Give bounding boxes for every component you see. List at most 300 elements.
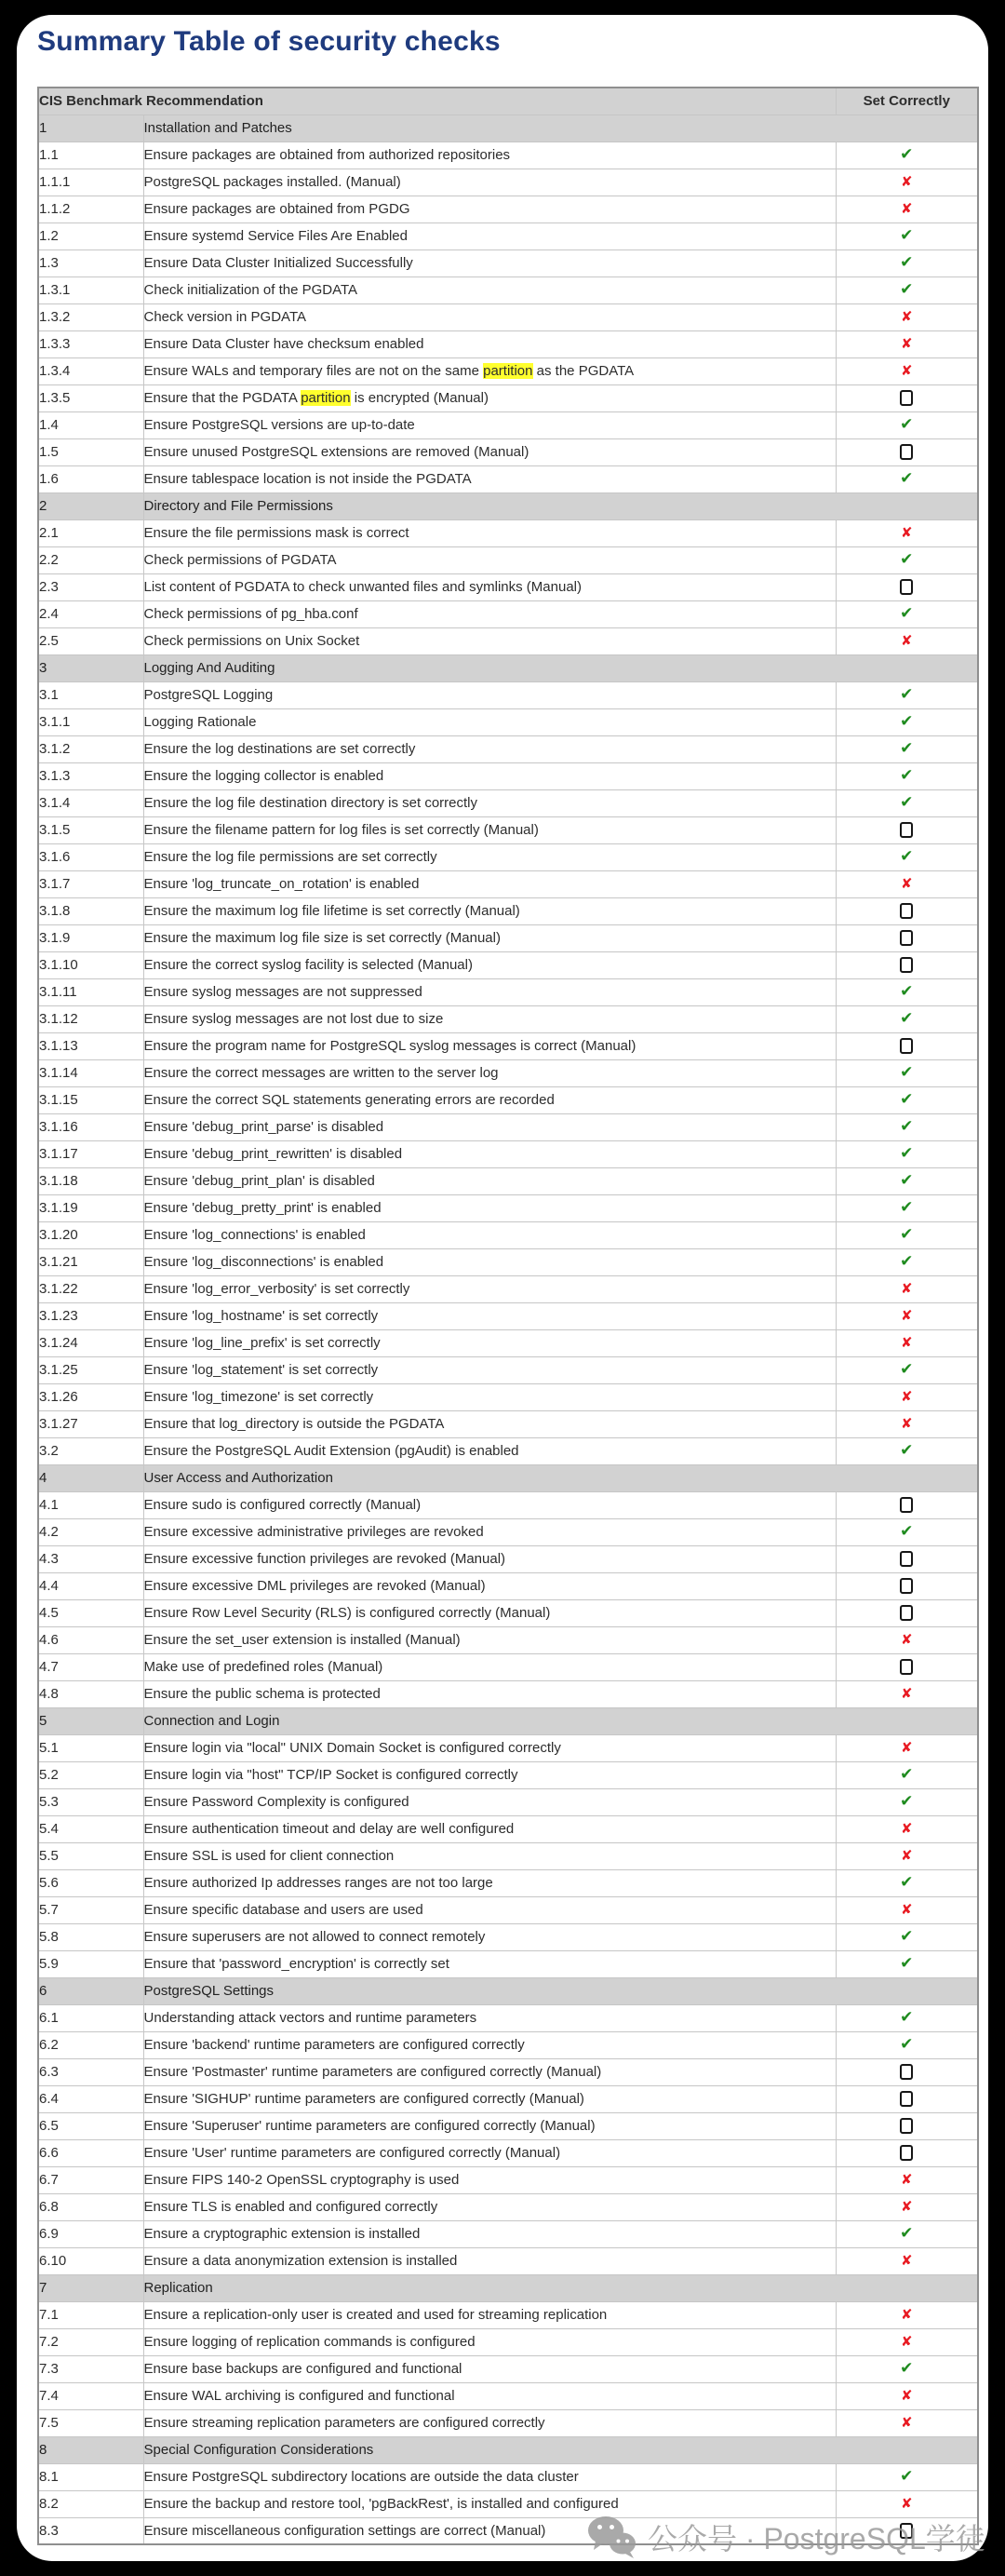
check-number: 5.8 bbox=[38, 1923, 143, 1950]
check-row bbox=[38, 1896, 978, 1923]
status-cell bbox=[836, 2301, 978, 2328]
check-number: 3.1 bbox=[38, 681, 143, 708]
check-number: 7.3 bbox=[38, 2355, 143, 2382]
status-cell bbox=[836, 735, 978, 762]
check-row bbox=[38, 303, 978, 330]
status-cell bbox=[836, 546, 978, 573]
check-number: 6.6 bbox=[38, 2139, 143, 2166]
pass-check-icon: ✔ bbox=[900, 2035, 914, 2054]
check-number: 6.4 bbox=[38, 2085, 143, 2112]
check-row bbox=[38, 250, 978, 276]
check-row bbox=[38, 978, 978, 1005]
fail-cross-icon: ✘ bbox=[900, 2387, 913, 2404]
pass-check-icon: ✔ bbox=[900, 1360, 914, 1379]
pass-check-icon: ✔ bbox=[900, 2008, 914, 2027]
check-description: Ensure the logging collector is enabled bbox=[143, 762, 836, 789]
status-cell bbox=[836, 2382, 978, 2409]
pass-check-icon: ✔ bbox=[900, 253, 914, 272]
check-description: Check permissions of pg_hba.conf bbox=[143, 600, 836, 627]
manual-checkbox-icon bbox=[900, 1497, 913, 1513]
check-row bbox=[38, 1572, 978, 1599]
check-row bbox=[38, 1140, 978, 1167]
status-cell bbox=[836, 897, 978, 924]
check-row bbox=[38, 2382, 978, 2409]
check-description: Check permissions of PGDATA bbox=[143, 546, 836, 573]
check-number: 1.1 bbox=[38, 142, 143, 169]
pass-check-icon: ✔ bbox=[900, 550, 914, 569]
check-row bbox=[38, 2112, 978, 2139]
check-description: Connection and Login bbox=[143, 1707, 978, 1734]
status-cell bbox=[836, 465, 978, 492]
check-description: Ensure tablespace location is not inside the PGDATA bbox=[143, 465, 836, 492]
manual-checkbox-icon bbox=[900, 444, 913, 460]
status-cell bbox=[836, 1194, 978, 1221]
check-number: 1.3.4 bbox=[38, 357, 143, 384]
check-description: Ensure packages are obtained from authorized repositories bbox=[143, 142, 836, 169]
status-cell bbox=[836, 1410, 978, 1437]
pass-check-icon: ✔ bbox=[900, 793, 914, 812]
fail-cross-icon: ✘ bbox=[900, 1280, 913, 1297]
pass-check-icon: ✔ bbox=[900, 766, 914, 785]
check-row bbox=[38, 708, 978, 735]
check-description: Ensure 'Postmaster' runtime parameters are configured correctly (Manual) bbox=[143, 2058, 836, 2085]
check-description: Ensure the log file permissions are set correctly bbox=[143, 843, 836, 870]
check-number: 1.5 bbox=[38, 438, 143, 465]
check-description: Ensure the maximum log file size is set correctly (Manual) bbox=[143, 924, 836, 951]
check-number: 8.3 bbox=[38, 2517, 143, 2544]
status-cell bbox=[836, 1815, 978, 1842]
check-number: 1.1.1 bbox=[38, 169, 143, 196]
check-row bbox=[38, 1221, 978, 1248]
check-row bbox=[38, 951, 978, 978]
pass-check-icon: ✔ bbox=[900, 1873, 914, 1892]
check-row bbox=[38, 1923, 978, 1950]
fail-cross-icon: ✘ bbox=[900, 173, 913, 190]
check-row bbox=[38, 1842, 978, 1869]
check-number: 5.7 bbox=[38, 1896, 143, 1923]
check-description: Ensure base backups are configured and functional bbox=[143, 2355, 836, 2382]
check-row bbox=[38, 1653, 978, 1680]
check-description: Ensure miscellaneous configuration settings are correct (Manual) bbox=[143, 2517, 836, 2544]
check-description: Ensure a cryptographic extension is installed bbox=[143, 2220, 836, 2247]
status-cell bbox=[836, 223, 978, 250]
pass-check-icon: ✔ bbox=[900, 2224, 914, 2243]
pass-check-icon: ✔ bbox=[900, 1522, 914, 1541]
check-row bbox=[38, 2058, 978, 2085]
check-row bbox=[38, 1950, 978, 1977]
check-number: 3.1.14 bbox=[38, 1059, 143, 1086]
section-row bbox=[38, 654, 978, 681]
check-row bbox=[38, 1410, 978, 1437]
section-row bbox=[38, 1464, 978, 1491]
pass-check-icon: ✔ bbox=[900, 847, 914, 866]
table-header-row bbox=[38, 88, 978, 115]
manual-checkbox-icon bbox=[900, 903, 913, 919]
pass-check-icon: ✔ bbox=[900, 1927, 914, 1946]
status-cell bbox=[836, 1383, 978, 1410]
check-row bbox=[38, 1383, 978, 1410]
check-description: Ensure 'debug_print_rewritten' is disabled bbox=[143, 1140, 836, 1167]
check-number: 6.8 bbox=[38, 2193, 143, 2220]
check-row bbox=[38, 196, 978, 223]
check-number: 5.3 bbox=[38, 1788, 143, 1815]
status-cell bbox=[836, 1302, 978, 1329]
status-cell bbox=[836, 1842, 978, 1869]
check-row bbox=[38, 2463, 978, 2490]
check-description: Check version in PGDATA bbox=[143, 303, 836, 330]
check-number: 1.3.1 bbox=[38, 276, 143, 303]
check-description: Directory and File Permissions bbox=[143, 492, 978, 519]
fail-cross-icon: ✘ bbox=[900, 1631, 913, 1648]
check-row bbox=[38, 2220, 978, 2247]
status-cell bbox=[836, 573, 978, 600]
fail-cross-icon: ✘ bbox=[900, 1388, 913, 1405]
check-number: 6.5 bbox=[38, 2112, 143, 2139]
check-number: 3.1.25 bbox=[38, 1356, 143, 1383]
status-cell bbox=[836, 1113, 978, 1140]
check-description: Ensure 'debug_print_parse' is disabled bbox=[143, 1113, 836, 1140]
check-row bbox=[38, 1086, 978, 1113]
check-row bbox=[38, 1113, 978, 1140]
check-number: 7.2 bbox=[38, 2328, 143, 2355]
check-number: 4.4 bbox=[38, 1572, 143, 1599]
fail-cross-icon: ✘ bbox=[900, 200, 913, 217]
check-description: Ensure sudo is configured correctly (Manual) bbox=[143, 1491, 836, 1518]
check-description: Ensure Password Complexity is configured bbox=[143, 1788, 836, 1815]
status-cell bbox=[836, 2112, 978, 2139]
check-row bbox=[38, 735, 978, 762]
pass-check-icon: ✔ bbox=[900, 1090, 914, 1109]
check-number: 4.7 bbox=[38, 1653, 143, 1680]
status-cell bbox=[836, 1329, 978, 1356]
manual-checkbox-icon bbox=[900, 1578, 913, 1594]
check-row bbox=[38, 1059, 978, 1086]
manual-checkbox-icon bbox=[900, 2064, 913, 2080]
check-description: Ensure unused PostgreSQL extensions are removed (Manual) bbox=[143, 438, 836, 465]
check-row bbox=[38, 2139, 978, 2166]
check-row bbox=[38, 1815, 978, 1842]
check-description: Ensure the public schema is protected bbox=[143, 1680, 836, 1707]
fail-cross-icon: ✘ bbox=[900, 1739, 913, 1756]
status-cell bbox=[836, 519, 978, 546]
check-row bbox=[38, 169, 978, 196]
check-number: 3.1.1 bbox=[38, 708, 143, 735]
check-row bbox=[38, 1761, 978, 1788]
pass-check-icon: ✔ bbox=[900, 1117, 914, 1136]
status-cell bbox=[836, 870, 978, 897]
check-row bbox=[38, 1734, 978, 1761]
check-number: 5 bbox=[38, 1707, 143, 1734]
check-description: Ensure 'log_truncate_on_rotation' is enabled bbox=[143, 870, 836, 897]
section-row bbox=[38, 115, 978, 142]
check-number: 3.1.17 bbox=[38, 1140, 143, 1167]
fail-cross-icon: ✘ bbox=[900, 1820, 913, 1837]
status-cell bbox=[836, 924, 978, 951]
check-number: 7.4 bbox=[38, 2382, 143, 2409]
check-description: Check permissions on Unix Socket bbox=[143, 627, 836, 654]
check-row bbox=[38, 1599, 978, 1626]
pass-check-icon: ✔ bbox=[900, 1171, 914, 1190]
security-checks-table bbox=[37, 87, 979, 2545]
pass-check-icon: ✔ bbox=[900, 1954, 914, 1973]
status-cell bbox=[836, 1518, 978, 1545]
check-description bbox=[143, 384, 836, 411]
pass-check-icon: ✔ bbox=[900, 1792, 914, 1811]
check-row bbox=[38, 1194, 978, 1221]
fail-cross-icon: ✘ bbox=[900, 2198, 913, 2215]
check-number: 3.1.13 bbox=[38, 1032, 143, 1059]
pass-check-icon: ✔ bbox=[900, 712, 914, 731]
status-cell bbox=[836, 1032, 978, 1059]
status-cell bbox=[836, 169, 978, 196]
check-row bbox=[38, 2409, 978, 2436]
check-description: Understanding attack vectors and runtime parameters bbox=[143, 2004, 836, 2031]
check-description: Ensure syslog messages are not lost due to size bbox=[143, 1005, 836, 1032]
status-cell bbox=[836, 357, 978, 384]
fail-cross-icon: ✘ bbox=[900, 308, 913, 325]
check-description: Ensure 'User' runtime parameters are configured correctly (Manual) bbox=[143, 2139, 836, 2166]
check-description: Ensure TLS is enabled and configured correctly bbox=[143, 2193, 836, 2220]
check-description: Ensure 'log_line_prefix' is set correctly bbox=[143, 1329, 836, 1356]
status-cell bbox=[836, 1869, 978, 1896]
status-cell bbox=[836, 1005, 978, 1032]
check-row bbox=[38, 762, 978, 789]
manual-checkbox-icon bbox=[900, 2523, 913, 2539]
check-description: Logging Rationale bbox=[143, 708, 836, 735]
status-cell bbox=[836, 2166, 978, 2193]
check-number: 8 bbox=[38, 2436, 143, 2463]
check-row bbox=[38, 1005, 978, 1032]
check-number: 3 bbox=[38, 654, 143, 681]
pass-check-icon: ✔ bbox=[900, 1009, 914, 1028]
status-cell bbox=[836, 384, 978, 411]
manual-checkbox-icon bbox=[900, 1659, 913, 1675]
manual-checkbox-icon bbox=[900, 2091, 913, 2107]
check-row bbox=[38, 465, 978, 492]
status-cell bbox=[836, 2247, 978, 2274]
status-cell bbox=[836, 600, 978, 627]
check-description: Ensure Data Cluster have checksum enabled bbox=[143, 330, 836, 357]
fail-cross-icon: ✘ bbox=[900, 2252, 913, 2269]
status-cell bbox=[836, 2220, 978, 2247]
description-text: Ensure that the PGDATA bbox=[143, 390, 302, 406]
check-number: 3.1.11 bbox=[38, 978, 143, 1005]
manual-checkbox-icon bbox=[900, 2145, 913, 2161]
check-number: 5.5 bbox=[38, 1842, 143, 1869]
check-row bbox=[38, 681, 978, 708]
check-row bbox=[38, 223, 978, 250]
pass-check-icon: ✔ bbox=[900, 469, 914, 488]
check-number: 3.1.9 bbox=[38, 924, 143, 951]
fail-cross-icon: ✘ bbox=[900, 2414, 913, 2431]
check-row bbox=[38, 870, 978, 897]
status-cell bbox=[836, 708, 978, 735]
check-number: 3.1.19 bbox=[38, 1194, 143, 1221]
check-number: 3.1.10 bbox=[38, 951, 143, 978]
status-cell bbox=[836, 2490, 978, 2517]
check-description: Ensure login via "local" UNIX Domain Socket is configured correctly bbox=[143, 1734, 836, 1761]
check-number: 3.1.7 bbox=[38, 870, 143, 897]
check-description: Ensure superusers are not allowed to connect remotely bbox=[143, 1923, 836, 1950]
check-row bbox=[38, 2166, 978, 2193]
check-description: Ensure authorized Ip addresses ranges are not too large bbox=[143, 1869, 836, 1896]
status-cell bbox=[836, 2193, 978, 2220]
status-cell bbox=[836, 1599, 978, 1626]
check-number: 3.1.6 bbox=[38, 843, 143, 870]
check-number: 4.6 bbox=[38, 1626, 143, 1653]
check-description: Ensure the file permissions mask is correct bbox=[143, 519, 836, 546]
status-cell bbox=[836, 1734, 978, 1761]
pass-check-icon: ✔ bbox=[900, 2359, 914, 2378]
status-cell bbox=[836, 843, 978, 870]
fail-cross-icon: ✘ bbox=[900, 362, 913, 379]
status-cell bbox=[836, 1545, 978, 1572]
check-description: Ensure packages are obtained from PGDG bbox=[143, 196, 836, 223]
check-number: 7.1 bbox=[38, 2301, 143, 2328]
status-cell bbox=[836, 1167, 978, 1194]
pass-check-icon: ✔ bbox=[900, 145, 914, 164]
check-description: Ensure excessive DML privileges are revoked (Manual) bbox=[143, 1572, 836, 1599]
check-row bbox=[38, 1437, 978, 1464]
check-description: Ensure a replication-only user is created and used for streaming replication bbox=[143, 2301, 836, 2328]
check-description: Ensure FIPS 140-2 OpenSSL cryptography is used bbox=[143, 2166, 836, 2193]
check-number: 6.1 bbox=[38, 2004, 143, 2031]
watermark-text: 公众号 · PostgreSQL学徒 bbox=[648, 2522, 985, 2556]
check-row bbox=[38, 1248, 978, 1275]
check-row bbox=[38, 897, 978, 924]
check-number: 2.2 bbox=[38, 546, 143, 573]
check-number: 6.10 bbox=[38, 2247, 143, 2274]
check-description: Ensure Row Level Security (RLS) is configured correctly (Manual) bbox=[143, 1599, 836, 1626]
manual-checkbox-icon bbox=[900, 1605, 913, 1621]
check-description: Ensure specific database and users are used bbox=[143, 1896, 836, 1923]
check-description: Installation and Patches bbox=[143, 115, 978, 142]
column-header-set-correctly: Set Correctly bbox=[836, 88, 978, 115]
check-row bbox=[38, 1545, 978, 1572]
pass-check-icon: ✔ bbox=[900, 280, 914, 299]
check-number: 5.2 bbox=[38, 1761, 143, 1788]
check-row bbox=[38, 546, 978, 573]
highlighted-text: partition bbox=[483, 363, 533, 379]
check-description: Ensure the correct messages are written to the server log bbox=[143, 1059, 836, 1086]
check-description: Ensure a data anonymization extension is installed bbox=[143, 2247, 836, 2274]
check-number: 3.2 bbox=[38, 1437, 143, 1464]
fail-cross-icon: ✘ bbox=[900, 1901, 913, 1918]
check-number: 6.9 bbox=[38, 2220, 143, 2247]
status-cell bbox=[836, 1950, 978, 1977]
status-cell bbox=[836, 1680, 978, 1707]
status-cell bbox=[836, 196, 978, 223]
manual-checkbox-icon bbox=[900, 1551, 913, 1567]
check-number: 6.3 bbox=[38, 2058, 143, 2085]
check-row bbox=[38, 843, 978, 870]
fail-cross-icon: ✘ bbox=[900, 1307, 913, 1324]
check-description: Ensure 'log_timezone' is set correctly bbox=[143, 1383, 836, 1410]
check-description: Ensure 'SIGHUP' runtime parameters are configured correctly (Manual) bbox=[143, 2085, 836, 2112]
check-description: Ensure syslog messages are not suppressed bbox=[143, 978, 836, 1005]
fail-cross-icon: ✘ bbox=[900, 524, 913, 541]
check-number: 3.1.16 bbox=[38, 1113, 143, 1140]
check-number: 3.1.15 bbox=[38, 1086, 143, 1113]
description-text: Ensure WALs and temporary files are not on the same bbox=[143, 363, 484, 379]
manual-checkbox-icon bbox=[900, 957, 913, 973]
fail-cross-icon: ✘ bbox=[900, 1685, 913, 1702]
status-cell bbox=[836, 1788, 978, 1815]
check-description: Ensure login via "host" TCP/IP Socket is configured correctly bbox=[143, 1761, 836, 1788]
check-row bbox=[38, 2004, 978, 2031]
report-card bbox=[17, 15, 988, 2561]
status-cell bbox=[836, 627, 978, 654]
status-cell bbox=[836, 2517, 978, 2544]
fail-cross-icon: ✘ bbox=[900, 335, 913, 352]
check-number: 3.1.20 bbox=[38, 1221, 143, 1248]
check-row bbox=[38, 1788, 978, 1815]
check-number: 1.3.5 bbox=[38, 384, 143, 411]
check-row bbox=[38, 2328, 978, 2355]
check-number: 5.6 bbox=[38, 1869, 143, 1896]
fail-cross-icon: ✘ bbox=[900, 632, 913, 649]
check-row bbox=[38, 2490, 978, 2517]
check-number: 7.5 bbox=[38, 2409, 143, 2436]
status-cell bbox=[836, 2463, 978, 2490]
check-row bbox=[38, 2085, 978, 2112]
check-number: 3.1.27 bbox=[38, 1410, 143, 1437]
check-description: Ensure WAL archiving is configured and functional bbox=[143, 2382, 836, 2409]
status-cell bbox=[836, 1275, 978, 1302]
status-cell bbox=[836, 1356, 978, 1383]
pass-check-icon: ✔ bbox=[900, 1765, 914, 1784]
check-number: 3.1.22 bbox=[38, 1275, 143, 1302]
check-description: Check initialization of the PGDATA bbox=[143, 276, 836, 303]
fail-cross-icon: ✘ bbox=[900, 2306, 913, 2323]
pass-check-icon: ✔ bbox=[900, 2467, 914, 2486]
check-number: 3.1.21 bbox=[38, 1248, 143, 1275]
check-description: Replication bbox=[143, 2274, 978, 2301]
check-row bbox=[38, 1869, 978, 1896]
fail-cross-icon: ✘ bbox=[900, 1847, 913, 1864]
check-number: 6.7 bbox=[38, 2166, 143, 2193]
pass-check-icon: ✔ bbox=[900, 1198, 914, 1217]
status-cell bbox=[836, 1221, 978, 1248]
pass-check-icon: ✔ bbox=[900, 1252, 914, 1271]
status-cell bbox=[836, 816, 978, 843]
check-description: Ensure 'debug_pretty_print' is enabled bbox=[143, 1194, 836, 1221]
pass-check-icon: ✔ bbox=[900, 604, 914, 623]
status-cell bbox=[836, 2355, 978, 2382]
pass-check-icon: ✔ bbox=[900, 415, 914, 434]
status-cell bbox=[836, 1491, 978, 1518]
check-number: 3.1.18 bbox=[38, 1167, 143, 1194]
check-row bbox=[38, 573, 978, 600]
status-cell bbox=[836, 438, 978, 465]
section-row bbox=[38, 2274, 978, 2301]
check-description: Ensure the PostgreSQL Audit Extension (pgAudit) is enabled bbox=[143, 1437, 836, 1464]
check-number: 4.8 bbox=[38, 1680, 143, 1707]
check-number: 3.1.26 bbox=[38, 1383, 143, 1410]
fail-cross-icon: ✘ bbox=[900, 2171, 913, 2188]
check-row bbox=[38, 2247, 978, 2274]
check-row bbox=[38, 2301, 978, 2328]
check-number: 3.1.24 bbox=[38, 1329, 143, 1356]
status-cell bbox=[836, 142, 978, 169]
status-cell bbox=[836, 2085, 978, 2112]
check-row bbox=[38, 1329, 978, 1356]
status-cell bbox=[836, 1923, 978, 1950]
check-row bbox=[38, 357, 978, 384]
check-row bbox=[38, 2517, 978, 2544]
description-text: as the PGDATA bbox=[532, 363, 635, 379]
manual-checkbox-icon bbox=[900, 930, 913, 946]
